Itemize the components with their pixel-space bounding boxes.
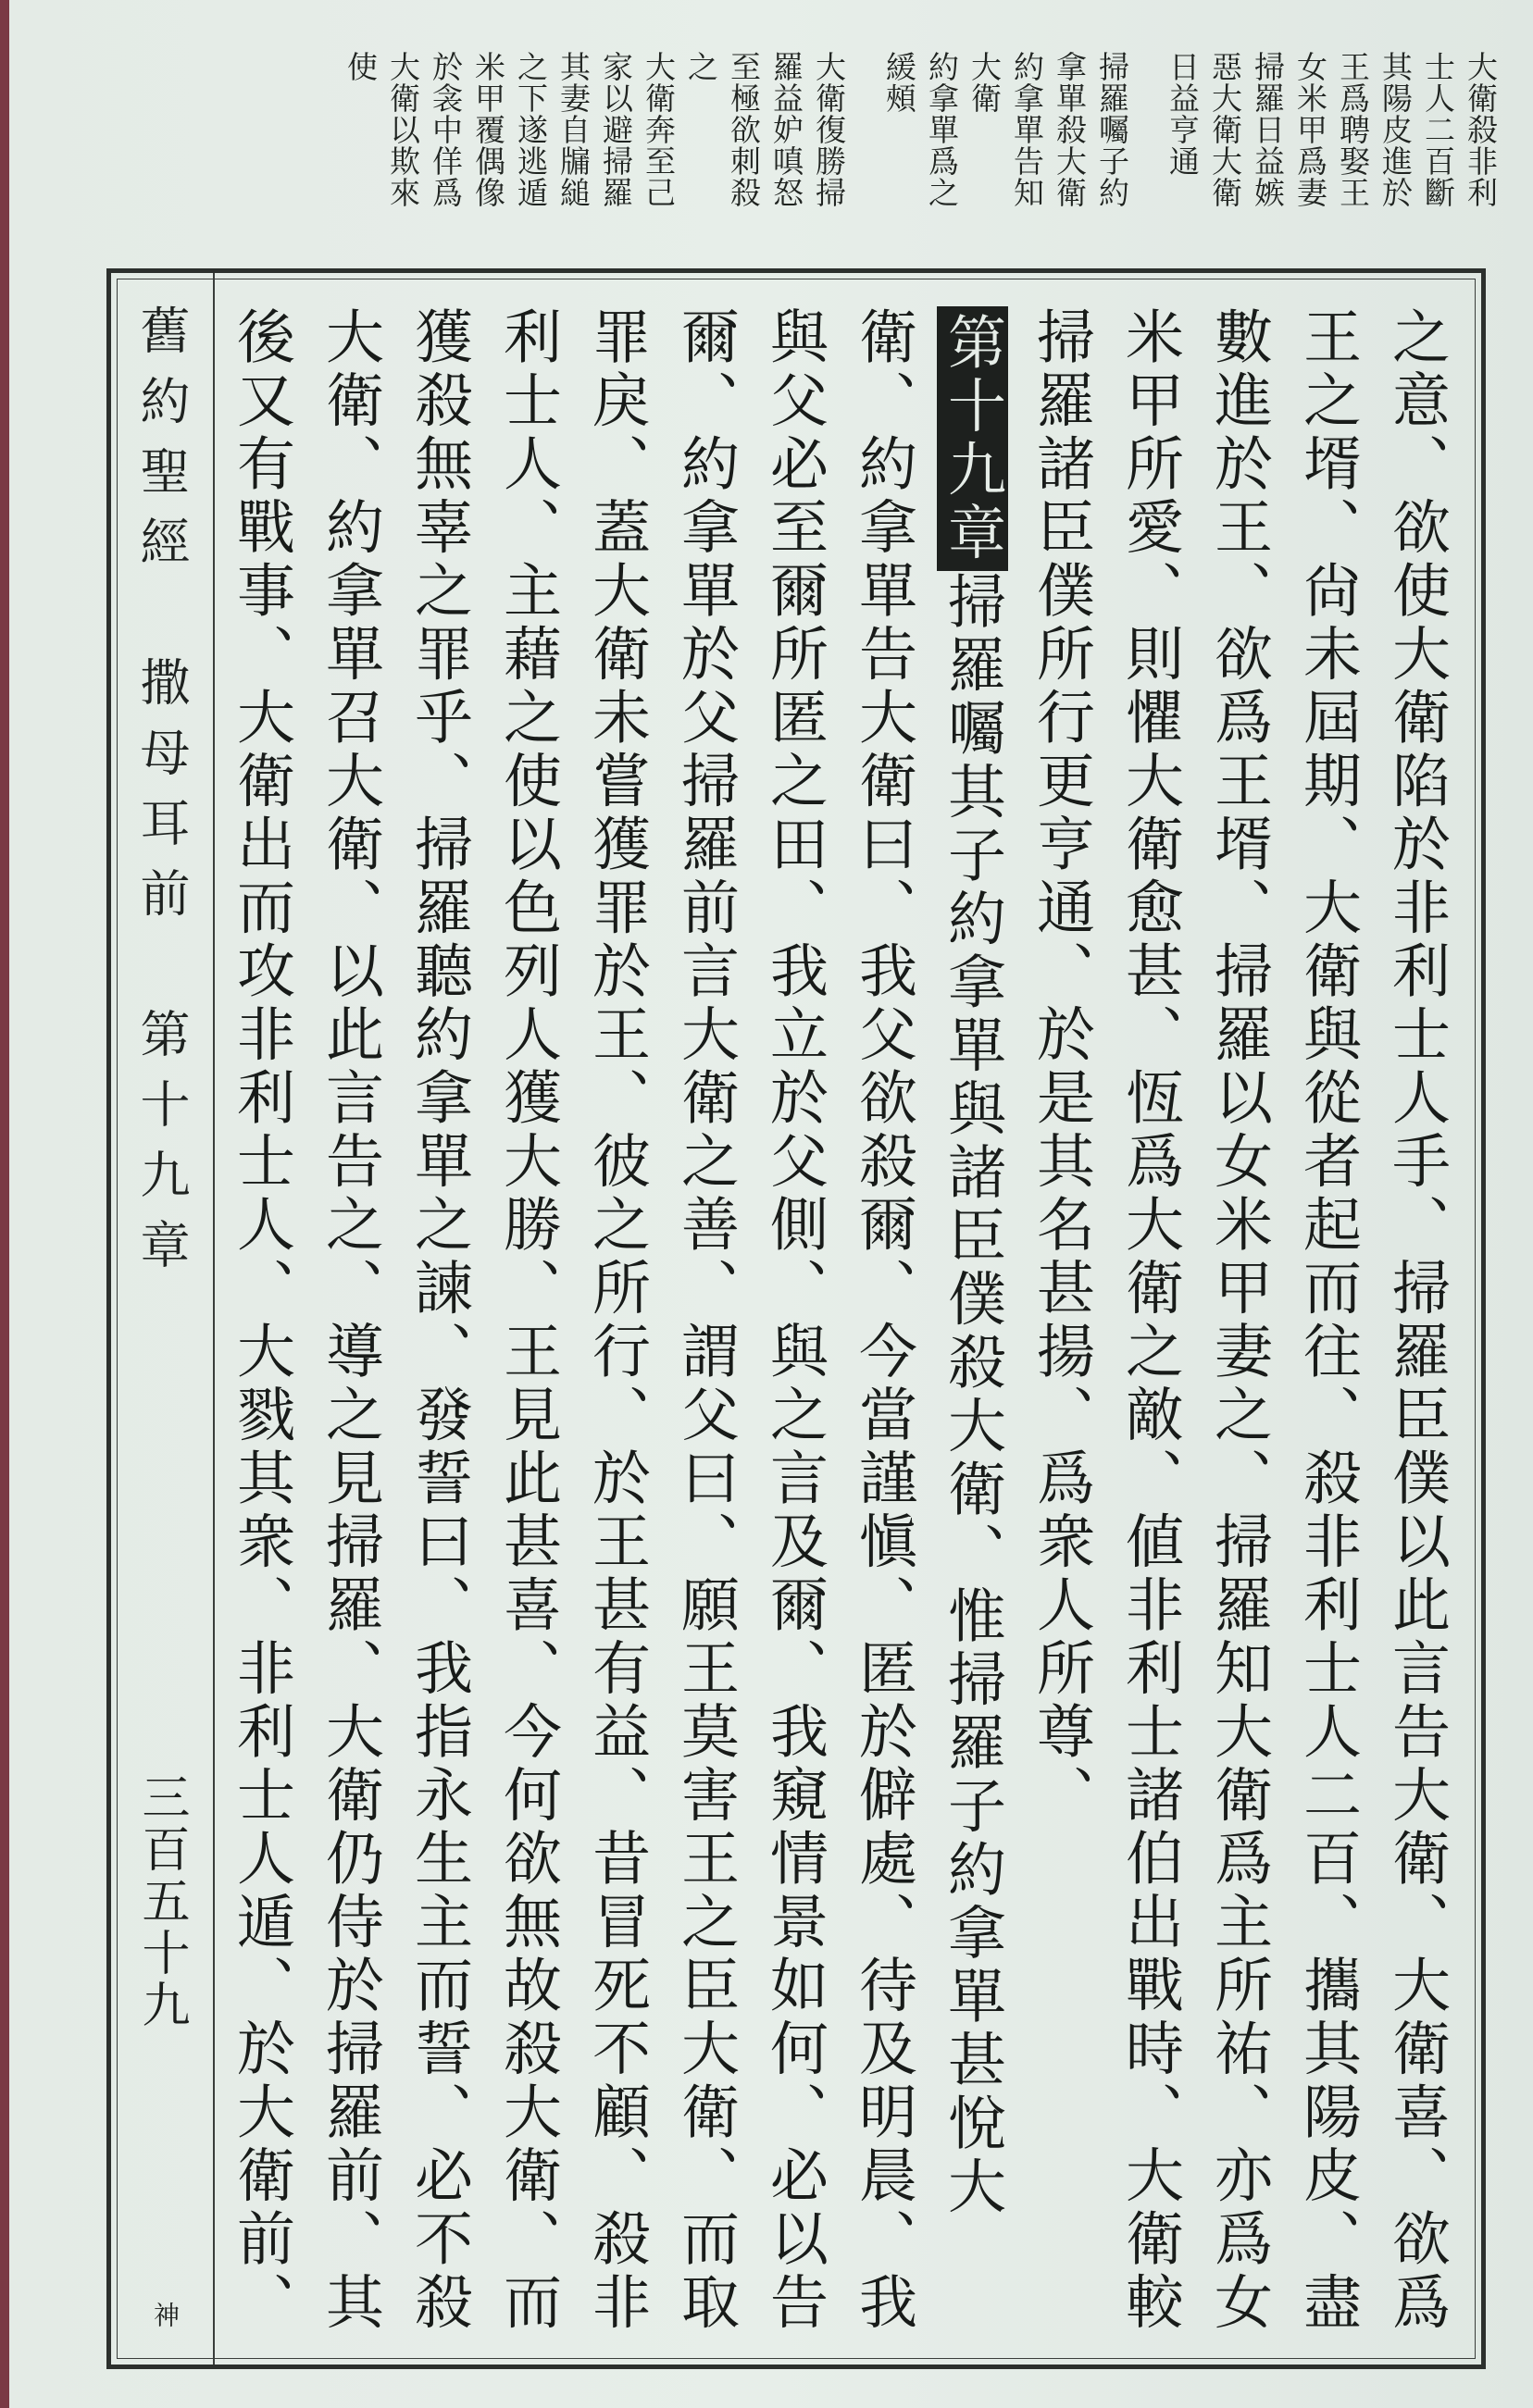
marginal-note-line: 大衛復勝掃 [811, 51, 847, 208]
marginal-note-line: 之下遂逃遁 [513, 51, 549, 208]
marginal-note-line: 大衛殺非利 [1463, 51, 1499, 208]
marginal-note-line: 惡大衛大衛 [1207, 51, 1243, 208]
marginal-note-line: 米甲覆偶像 [470, 51, 506, 208]
chapter-heading: 第十九章 [937, 306, 1008, 571]
marginal-note-line: 掃羅日益嫉 [1250, 51, 1286, 208]
marginal-note-line: 緩頰 [881, 51, 917, 114]
edition-mark: 神 [150, 2302, 181, 2327]
marginal-note-line: 羅益妒嗔怒 [768, 51, 804, 208]
running-title: 舊約聖經 撒母耳前 第十九章 [132, 304, 191, 1289]
marginal-note-line: 其陽皮進於 [1377, 51, 1414, 208]
book-binding-edge [0, 0, 9, 2408]
main-text [227, 306, 1461, 2337]
marginal-note-line: 約拿單爲之 [924, 51, 960, 208]
marginal-note-line: 日益亨通 [1165, 51, 1201, 177]
marginal-note-line: 至極欲刺殺 [726, 51, 762, 208]
text-frame [106, 268, 1486, 2369]
marginal-note-line: 大衛奔至己 [641, 51, 677, 208]
note-spacer [852, 51, 876, 278]
marginal-notes [204, 51, 1500, 278]
marginal-note-line: 大衛 [966, 51, 1003, 114]
marginal-note-line: 其妻自牖縋 [555, 51, 592, 208]
paragraph-chapter-18-end: 之意、欲使大衛陷於非利士人手、掃羅臣僕以此言告大衛、大衛喜、欲爲王之壻、尙未屆期、大衛與從者起而往、殺非利士人二百、攜其陽皮、盡數進於王、欲爲王壻、掃羅以女米甲妻之、掃羅知大衛爲主所祐、亦爲女米甲所愛、則懼大衛愈甚、恆爲大衛之敵、値非利士諸伯出戰時、大衛較掃羅諸臣僕所行更亨通、於是其名甚揚、爲衆人所尊、 [1028, 306, 1451, 2335]
marginal-note-line: 家以避掃羅 [598, 51, 634, 208]
marginal-note-line: 掃羅囑子約 [1094, 51, 1130, 208]
marginal-note-line: 之 [683, 51, 719, 82]
marginal-note-line: 約拿單告知 [1009, 51, 1045, 208]
marginal-note-line: 使 [343, 51, 379, 82]
marginal-note-line: 女米甲爲妻 [1292, 51, 1328, 208]
marginal-note-line: 士人二百斷 [1420, 51, 1456, 208]
marginal-note-line: 大衛以欺來 [385, 51, 421, 208]
marginal-note-line: 王爲聘娶王 [1335, 51, 1371, 208]
paragraph-chapter-19: 掃羅囑其子約拿單與諸臣僕殺大衛、惟掃羅子約拿單甚悅大衛、約拿單告大衛曰、我父欲殺爾、今當謹愼、匿於僻處、待及明晨、我與父必至爾所匿之田、我立於父側、與之言及爾、我窺情景如何、必以告爾、約拿單於父掃羅前言大衛之善、謂父曰、願王莫害王之臣大衛、而取罪戾、蓋大衛未嘗獲罪於王、彼之所行、於王甚有益、昔冒死不顧、殺非利士人、主藉之使以色列人獲大勝、王見此甚喜、今何欲無故殺大衛、而獲殺無辜之罪乎、掃羅聽約拿單之諫、發誓曰、我指永生主而誓、必不殺大衛、約拿單召大衛、以此言告之、導之見掃羅、大衛仍侍於掃羅前、其後又有戰事、大衛出而攻非利士人、大戮其衆、非利士人遁、於大衛前、 [228, 306, 1006, 2335]
marginal-note-line: 於衾中佯爲 [428, 51, 464, 208]
marginal-note-line: 拿單殺大衛 [1052, 51, 1088, 208]
page-number: 三百五十九 [133, 1772, 189, 2031]
page-spine [111, 273, 215, 2365]
note-spacer [1135, 51, 1159, 278]
